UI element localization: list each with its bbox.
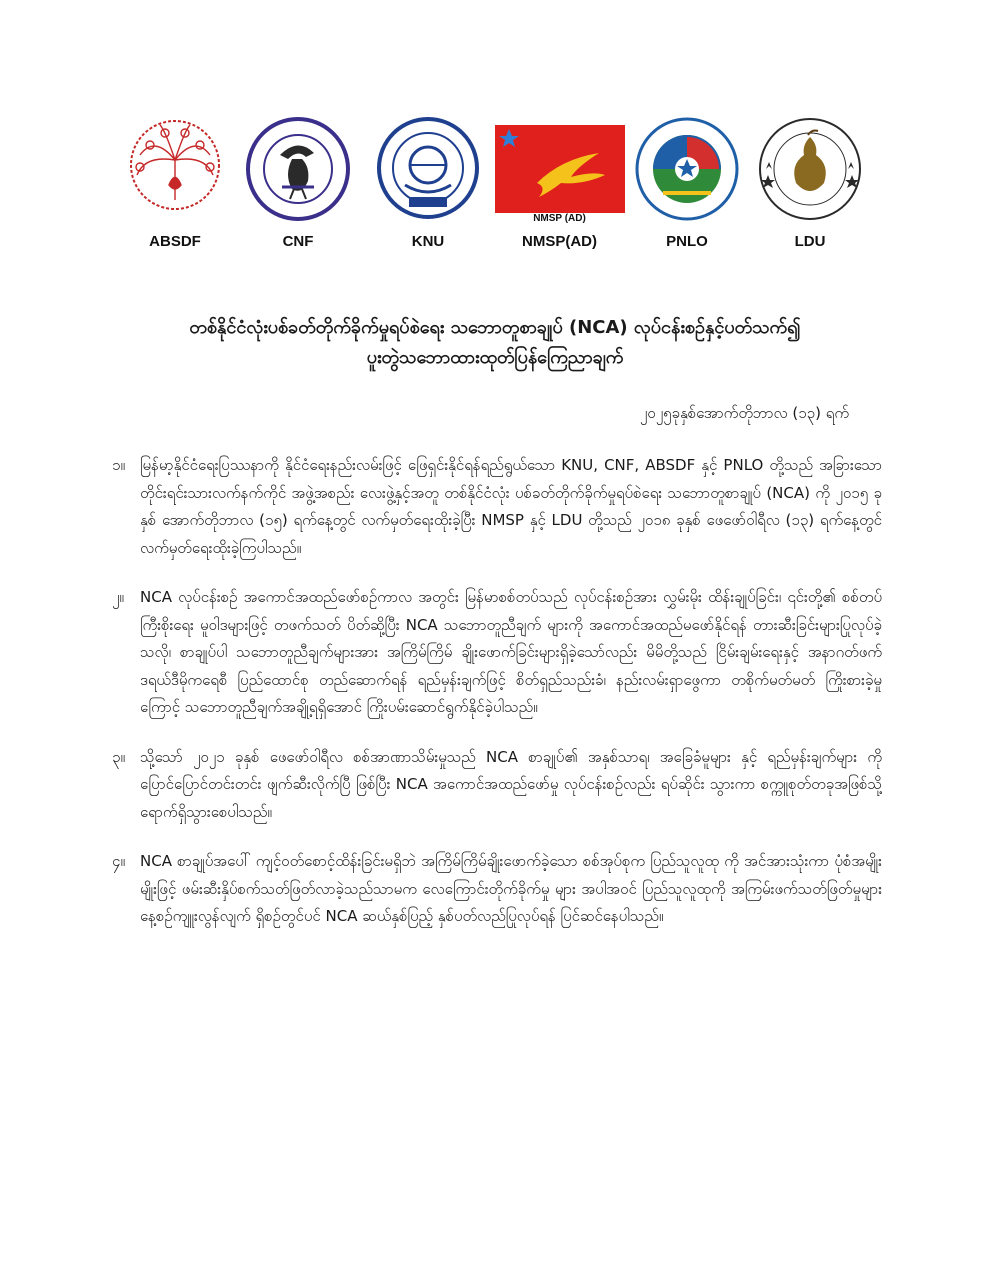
cnf-logo (238, 115, 358, 250)
paragraph-number: ၁။ (112, 456, 125, 474)
statement-body (112, 452, 882, 953)
paragraph-text: NCA လုပ်ငန်းစဉ် အကောင်အထည်ဖော်စဉ်ကာလ အတွင်း မြန်မာစစ်တပ်သည် လုပ်ငန်းစဉ်အား လွှမ်းမိုး ထိန်းချုပ်ခြင်း၊ ၎င်းတို့၏ စစ်တပ်ကြီးစိုးရေး မူဝါဒများဖြင့် တဖက်သတ် ပိတ်ဆို့ပြီး NCA သဘောတူညီချက် များကို အကောင်အထည်မဖော်နိုင်ရန် တားဆီးခြင်းများပြုလုပ်ခဲ့သလို၊ စာချုပ်ပါ သဘောတူညီချက်များအား အကြိမ်ကြိမ် ချိုးဖောက်ခြင်းများရှိခဲ့သော်လည်း မိမိတို့သည် ငြိမ်းချမ်းရေးနှင့် အနာဂတ်ဖက်ဒရယ်ဒီမိုကရေစီ ပြည်ထောင်စု တည်ဆောက်ရန် ရည်မှန်းချက်ဖြင့် စိတ်ရှည်သည်းခံ၊ နည်းလမ်းရှာဖွေကာ တစိုက်မတ်မတ် ကြိုးစားခဲ့မှုကြောင့် သဘောတူညီချက်အချို့ရရှိအောင် ကြိုးပမ်းဆောင်ရွက်နိုင်ခဲ့ပါသည်။ (140, 588, 882, 716)
document-title (60, 313, 930, 373)
hornbill-emblem-icon (244, 115, 352, 223)
document-date: ၂၀၂၅ခုနှစ်အောက်တိုဘာလ (၁၃) ရက် (639, 404, 849, 422)
peacock-emblem-icon (125, 115, 225, 215)
title-line-1: တစ်နိုင်ငံလုံးပစ်ခတ်တိုက်ခိုက်မှုရပ်စဲရေး သဘောတူစာချုပ် (NCA) လုပ်ငန်းစဉ်နှင့်ပတ်သက်၍ (189, 317, 801, 338)
paragraph-text: မြန်မာ့နိုင်ငံရေးပြဿနာကို နိုင်ငံရေးနည်းလမ်းဖြင့် ဖြေရှင်းနိုင်ရန်ရည်ရွယ်သော KNU, CNF, ABSDF နှင့် PNLO တို့သည် အခြားသော တိုင်းရင်းသားလက်နက်ကိုင် အဖွဲ့အစည်း လေးဖွဲ့နှင့်အတူ တစ်နိုင်ငံလုံး ပစ်ခတ်တိုက်ခိုက်မှုရပ်စဲရေး သဘောတူစာချုပ် (NCA) ကို ၂၀၁၅ ခုနှစ် အောက်တိုဘာလ (၁၅) ရက်နေ့တွင် လက်မှတ်ရေးထိုးခဲ့ပြီး NMSP နှင့် LDU တို့သည် ၂၀၁၈ ခုနှစ် ဖေဖော်ဝါရီလ (၁၃) ရက်နေ့တွင် လက်မှတ်ရေးထိုးခဲ့ကြပါသည်။ (140, 456, 882, 557)
paragraph-number: ၂။ (112, 588, 124, 606)
absdf-logo (115, 115, 235, 250)
paragraph-number: ၄။ (112, 852, 125, 870)
logo-subcaption: NMSP (AD) (533, 213, 586, 224)
knu-logo (368, 115, 488, 250)
nmsp-ad-logo (492, 115, 627, 250)
paragraph-1 (112, 452, 882, 562)
paragraph-2 (112, 584, 882, 722)
paragraph-4 (112, 848, 882, 931)
logo-caption: NMSP(AD) (522, 233, 597, 250)
paragraph-number: ၃။ (112, 747, 125, 766)
logo-caption: CNF (282, 233, 314, 250)
pnlo-logo (627, 115, 747, 250)
pnlo-seal-icon (633, 115, 741, 223)
knu-seal-icon (375, 115, 481, 221)
paragraph-3 (112, 744, 882, 827)
paragraph-text: NCA စာချုပ်အပေါ် ကျင့်ဝတ်စောင့်ထိန်းခြင်းမရှိဘဲ အကြိမ်ကြိမ်ချိုးဖောက်ခဲ့သော စစ်အုပ်စုက ပြည်သူလူထု ကို အင်အားသုံးကာ ပုံစံအမျိုးမျိုးဖြင့် ဖမ်းဆီးနှိပ်စက်သတ်ဖြတ်လာခဲ့သည်သာမက လေကြောင်းတိုက်ခိုက်မှု များ အပါအဝင် ပြည်သူလူထုကို အကြမ်းဖက်သတ်ဖြတ်မှုများ နေ့စဉ်ကျူးလွန်လျက် ရှိစဉ်တွင်ပင် NCA ဆယ်နှစ်ပြည့် နှစ်ပတ်လည်ပြုလုပ်ရန် ပြင်ဆင်နေပါသည်။ (140, 852, 882, 925)
nmsp-flag-icon (495, 125, 625, 213)
logo-caption: PNLO (666, 233, 708, 250)
logo-row (115, 115, 875, 255)
logo-caption: ABSDF (149, 233, 201, 250)
gourd-emblem-icon (756, 115, 864, 223)
title-line-2: ပူးတွဲသဘောထားထုတ်ပြန်ကြေညာချက် (366, 347, 624, 368)
paragraph-text: သို့သော် ၂၀၂၁ ခုနှစ် ဖေဖော်ဝါရီလ စစ်အာဏာသိမ်းမှုသည် NCA စာချုပ်၏ အနှစ်သာရ၊ အခြေခံမူများ နှင့် ရည်မှန်းချက်များ ကို ပြောင်ပြောင်တင်းတင်း ဖျက်ဆီးလိုက်ပြီ ဖြစ်ပြီး NCA အကောင်အထည်ဖော်မှု လုပ်ငန်းစဉ်လည်း ရပ်ဆိုင်း သွားကာ စက္ကူစုတ်တခုအဖြစ်သို့ ရောက်ရှိသွားစေပါသည်။ (140, 747, 883, 821)
ldu-logo (750, 115, 870, 250)
logo-caption: LDU (794, 233, 826, 250)
logo-caption: KNU (411, 233, 445, 250)
